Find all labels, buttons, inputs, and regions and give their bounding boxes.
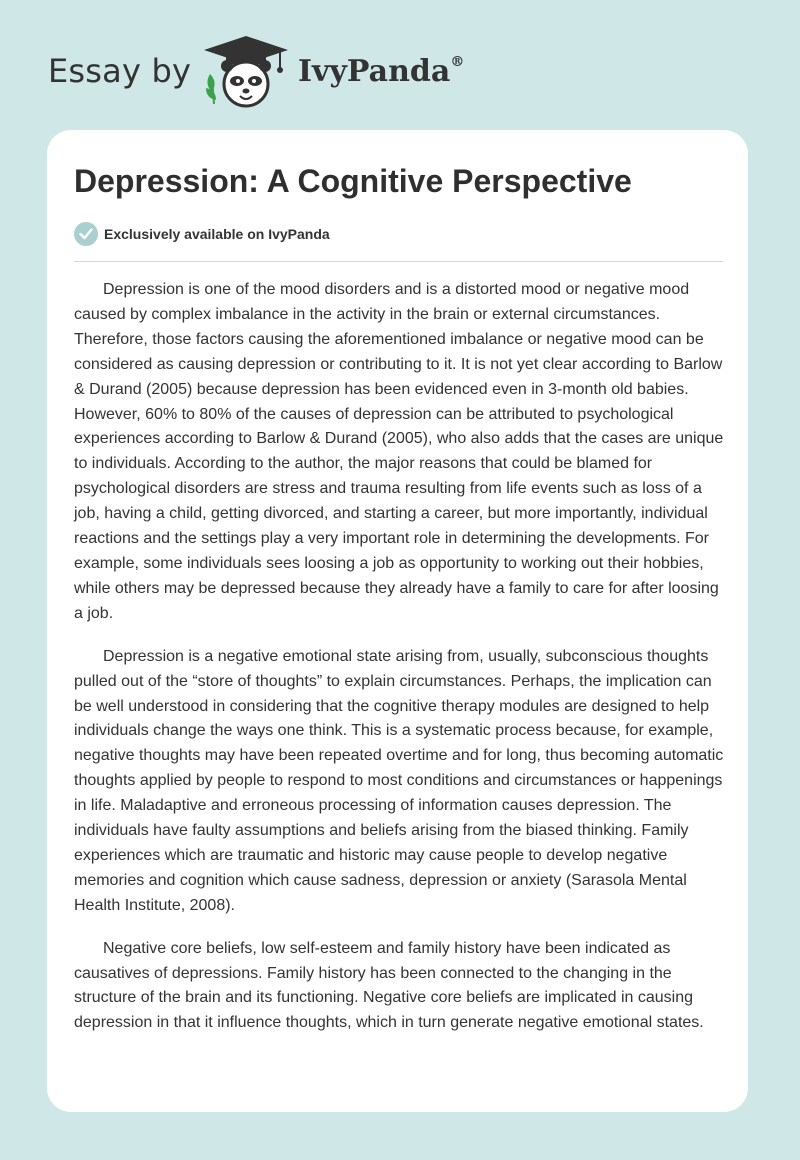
brand-prefix: Essay by — [48, 52, 192, 90]
essay-card — [47, 130, 748, 1112]
check-circle-icon — [74, 222, 98, 246]
paragraph: Depression is a negative emotional state arising from, usually, subconscious thoughts pulled out of the “store of thoughts” to explain circumstances. Perhaps, the implication can be well understood in considering that the cognitive therapy modules are designed to help individuals change the ways one think. This is a systematic process because, for example, negative thoughts may have been repeated overtime and for long, thus becoming automatic thoughts applied by people to respond to most conditions and circumstances or happenings in life. Maladaptive and erroneous processing of information causes depression. The individuals have faulty assumptions and beliefs arising from the biased thinking. Family experiences which are traumatic and historic may cause people to develop negative memories and cognition which cause sadness, depression or anxiety (Sarasola Mental Health Institute, 2008). — [74, 647, 724, 914]
divider — [74, 261, 723, 262]
brand-header[interactable] — [48, 34, 508, 114]
panda-graduate-icon — [200, 34, 292, 110]
essay-body — [74, 278, 726, 1054]
essay-title: Depression: A Cognitive Perspective — [74, 163, 632, 199]
paragraph: Depression is one of the mood disorders and is a distorted mood or negative mood caused by complex imbalance in the activity in the brain or external circumstances. Therefore, those factors causing the aforementioned imbalance or negative mood can be considered as causing depression or contributing to it. It is not yet clear according to Barlow & Durand (2005) because depression has been evidenced even in 3-month old babies. However, 60% to 80% of the causes of depression can be attributed to psychological experiences according to Barlow & Durand (2005), who also adds that the cases are unique to individuals. According to the author, the major reasons that could be blamed for psychological disorders are stress and trauma resulting from life events such as loss of a job, having a child, getting divorced, and starting a career, but more importantly, individual reactions and the settings play a very important role in determining the developments. For example, some individuals sees loosing a job as opportunity to working out their hobbies, while others may be depressed because they already have a family to care for after loosing a job. — [74, 281, 724, 622]
trademark-symbol: ® — [450, 54, 465, 70]
brand-name: IvyPanda® — [298, 54, 465, 89]
exclusive-badge-text: Exclusively available on IvyPanda — [104, 226, 330, 242]
paragraph: Negative core beliefs, low self-esteem and family history have been indicated as causatives of depressions. Family history has been connected to the changing in the structure of the brain and its functioning. Negative core beliefs are implicated in causing depression in that it influence thoughts, which in turn generate negative emotional states. — [74, 939, 704, 1032]
exclusive-badge — [74, 222, 330, 246]
